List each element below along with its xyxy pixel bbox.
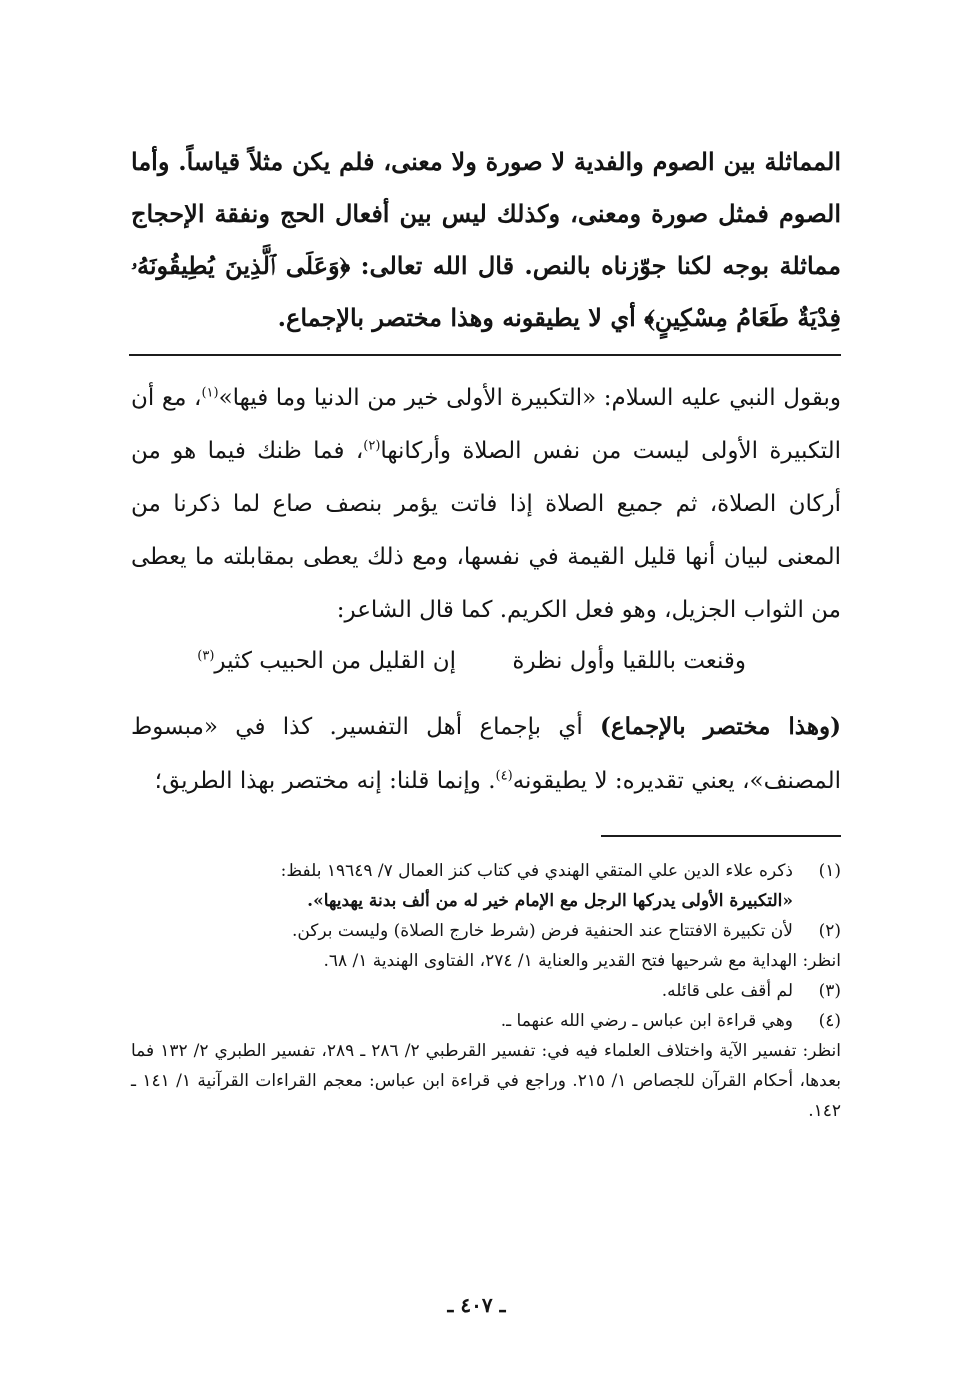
matn-quote: (وهذا مختصر بالإجماع) [600,713,841,740]
poetry-verse [131,636,841,686]
sharh-text-part: أي بإجماع أهل التفسير. كذا في «مبسوط المصنف»، يعني تقديره: لا يطيقونه [131,714,841,794]
footnote-number: (٢) [818,921,841,941]
footnote-ref-3[interactable]: (٣) [197,648,215,664]
footnote-hadith-text: «التكبيرة الأولى يدركها الرجل مع الإمام خير له من ألف بدنة يهديها». [307,891,793,911]
verse-first-hemistich: وقنعت باللقيا وأول نظرة [512,648,746,674]
matn-text: المماثلة بين الصوم والفدية لا صورة ولا معنى، فلم يكن مثلاً قياساً. وأما الصوم فمثل صورة ومعنى، وكذلك ليس بين أفعال الحج ونفقة الإحجاج مماثلة بوجه لكنا جوّزناه بالنص. قال الله تعالى: ﴿وَعَلَى ٱلَّذِينَ يُطِيقُونَهُۥ فِدْيَةٌ طَعَامُ مِسْكِينٍ﴾ أي لا يطيقونه وهذا مختصر بالإجماع. [131,147,841,332]
footnote-text: ذكره علاء الدين علي المتقي الهندي في كتاب كنز العمال ٧/ ١٩٦٤٩ بلفظ: [280,861,793,881]
footnote-number: (٣) [818,981,841,1001]
footnote-item [131,856,841,916]
page-number: ـ ٤٠٧ ـ [447,1293,506,1317]
sharh-text-part: . وإنما قلنا: إنه مختصر بهذا الطريق؛ [154,768,496,794]
footnote-ref-4[interactable]: (٤) [495,768,513,784]
sharh-text-part: ، فما ظنك فيما هو من أركان الصلاة، ثم جميع الصلاة إذا فاتت يؤمر بنصف صاع لما ذكرنا من المعنى لبيان أنها قليل القيمة في نفسها، ومع ذلك يعطى بمقابلته ما يعطى من الثواب الجزيل، وهو فعل الكريم. كما قال الشاعر: [131,438,841,623]
footnote-text: وهي قراءة ابن عباس ـ رضي الله عنهما ـ. [500,1011,793,1031]
sharh-text-part: ، مع أن التكبيرة الأولى ليست من نفس الصلاة وأركانها [131,385,841,464]
footnote-ref-1[interactable]: (١) [201,385,219,401]
footnote-ref-2[interactable]: (٢) [363,438,381,454]
footnote-text: لم أقف على قائله. [661,981,793,1001]
verse-second-hemistich [197,636,456,686]
footnote-text: لأن تكبيرة الافتتاح عند الحنفية فرض (شرط خارج الصلاة) وليست بركن. [291,921,793,941]
footnotes-list [131,856,841,1126]
footnote-number: (٤) [818,1011,841,1031]
footnote-continuation: انظر: الهداية مع شرحيها فتح القدير والعناية ١/ ٢٧٤، الفتاوى الهندية ١/ ٦٨. [323,951,841,971]
sharh-paragraph [131,372,841,637]
footnote-item [131,1006,841,1126]
footnote-item [131,976,841,1006]
footnote-separator-line [601,835,841,837]
sharh-text-part: وبقول النبي عليه السلام: «التكبيرة الأولى خير من الدنيا وما فيها» [218,385,842,411]
footnote-item [131,916,841,976]
footnote-continuation: انظر: تفسير الآية واختلاف العلماء فيه في: تفسير القرطبي ٢/ ٢٨٦ ـ ٢٨٩، تفسير الطبري ٢/ ١٣٢ فما بعدها، أحكام القرآن للجصاص ١/ ٢١٥. وراجع في قراءة ابن عباس: معجم القراءات القرآنية ١/ ١٤١ ـ ١٤٢. [131,1041,841,1121]
verse-second-hemistich-text: إن القليل من الحبيب كثير [214,648,456,674]
footnote-number: (١) [818,861,841,881]
sharh-second-paragraph [131,700,841,808]
matn-separator-line [129,354,841,356]
